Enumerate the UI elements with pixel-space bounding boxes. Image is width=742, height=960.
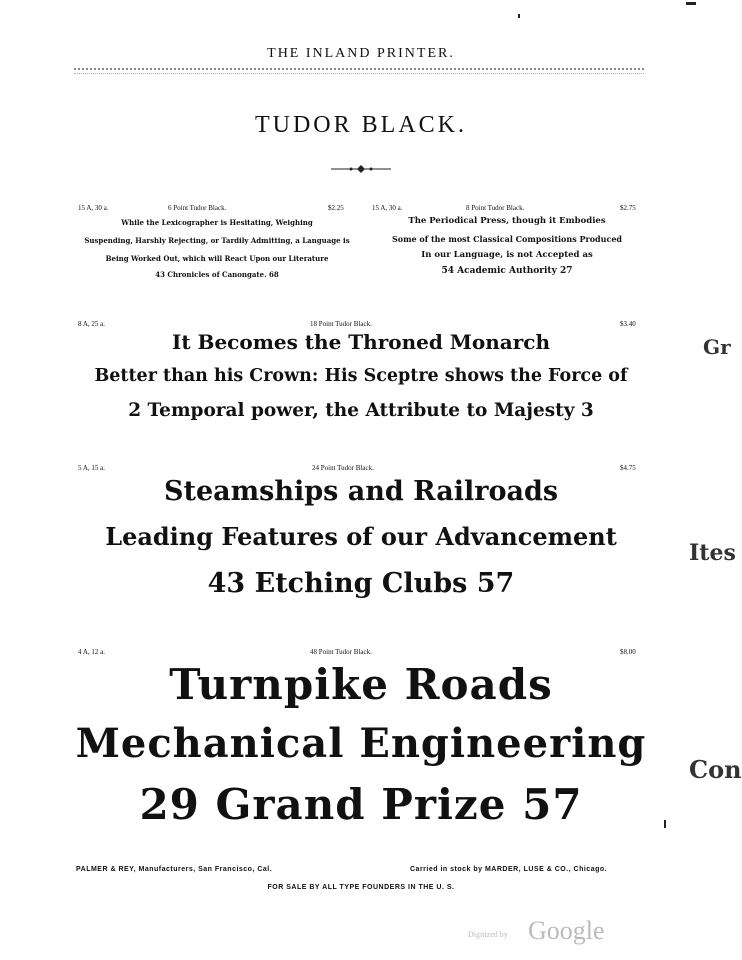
pt8-line-1: The Periodical Press, though it Embodies bbox=[408, 216, 606, 226]
page-title: TUDOR BLACK. bbox=[254, 112, 467, 138]
pt48-line-2: Mechanical Engineering bbox=[75, 720, 647, 767]
pt6-qty: 15 A, 30 a. bbox=[78, 204, 109, 212]
pt8-line-3: In our Language, is not Accepted as bbox=[421, 250, 593, 260]
pt6-spec: 6 Point Tudor Black. bbox=[168, 204, 227, 212]
pt8-price: $2.75 bbox=[620, 204, 636, 212]
pt24-line-2: Leading Features of our Advancement bbox=[105, 522, 617, 551]
pt48-price: $8.00 bbox=[620, 648, 636, 656]
footer-bottom: FOR SALE BY ALL TYPE FOUNDERS IN THE U. S. bbox=[267, 884, 455, 891]
scan-mark bbox=[686, 2, 696, 5]
pt8-spec: 8 Point Tudor Black. bbox=[466, 204, 525, 212]
scan-dot bbox=[518, 14, 520, 18]
pt8-qty: 15 A, 30 a. bbox=[372, 204, 403, 212]
pt48-line-1: Turnpike Roads bbox=[169, 660, 553, 709]
pt8-line-2: Some of the most Classical Compositions Produced bbox=[391, 234, 623, 244]
pt6-line-4: 43 Chronicles of Canongate. 68 bbox=[155, 270, 279, 279]
bleed-fragment-3: Con bbox=[689, 755, 742, 784]
digitized-by-label: Digitized by bbox=[468, 930, 508, 939]
pt24-qty: 5 A, 15 a. bbox=[78, 464, 106, 472]
ornament-rule-icon bbox=[331, 164, 391, 174]
pt48-qty: 4 A, 12 a. bbox=[78, 648, 106, 656]
pt18-price: $3.40 bbox=[620, 320, 636, 328]
pt6-line-2: Suspending, Harshly Rejecting, or Tardily Admitting, a Language is bbox=[84, 236, 350, 245]
scan-mark-lower bbox=[664, 820, 666, 828]
pt24-line-1: Steamships and Railroads bbox=[163, 476, 559, 507]
header-rule-secondary bbox=[74, 73, 644, 74]
running-head: THE INLAND PRINTER. bbox=[267, 46, 455, 61]
bleed-fragment-1: Gr bbox=[703, 335, 731, 359]
pt6-line-1: While the Lexicographer is Hesitating, Weighing bbox=[121, 218, 313, 227]
footer-right: Carried in stock by MARDER, LUSE & CO., Chicago. bbox=[410, 866, 608, 873]
pt48-line-3: 29 Grand Prize 57 bbox=[139, 780, 583, 829]
pt18-line-1: It Becomes the Throned Monarch bbox=[171, 330, 551, 354]
pt24-line-3: 43 Etching Clubs 57 bbox=[207, 568, 515, 599]
google-logo: Google bbox=[528, 916, 605, 945]
pt18-line-2: Better than his Crown: His Sceptre shows the Force of bbox=[94, 366, 628, 386]
pt6-price: $2.25 bbox=[328, 204, 344, 212]
pt18-line-3: 2 Temporal power, the Attribute to Majesty 3 bbox=[128, 400, 594, 421]
pt6-line-3: Being Worked Out, which will React Upon our Literature bbox=[105, 254, 329, 263]
header-rule bbox=[74, 68, 644, 70]
pt18-spec: 18 Point Tudor Black. bbox=[310, 320, 372, 328]
pt8-line-4: 54 Academic Authority 27 bbox=[441, 266, 573, 276]
pt24-price: $4.75 bbox=[620, 464, 636, 472]
pt24-spec: 24 Point Tudor Black. bbox=[312, 464, 374, 472]
footer-left: PALMER & REY, Manufacturers, San Francisco, Cal. bbox=[76, 866, 273, 873]
pt48-spec: 48 Point Tudor Black. bbox=[310, 648, 372, 656]
pt18-qty: 8 A, 25 a. bbox=[78, 320, 106, 328]
bleed-fragment-2: Ites bbox=[689, 540, 736, 566]
